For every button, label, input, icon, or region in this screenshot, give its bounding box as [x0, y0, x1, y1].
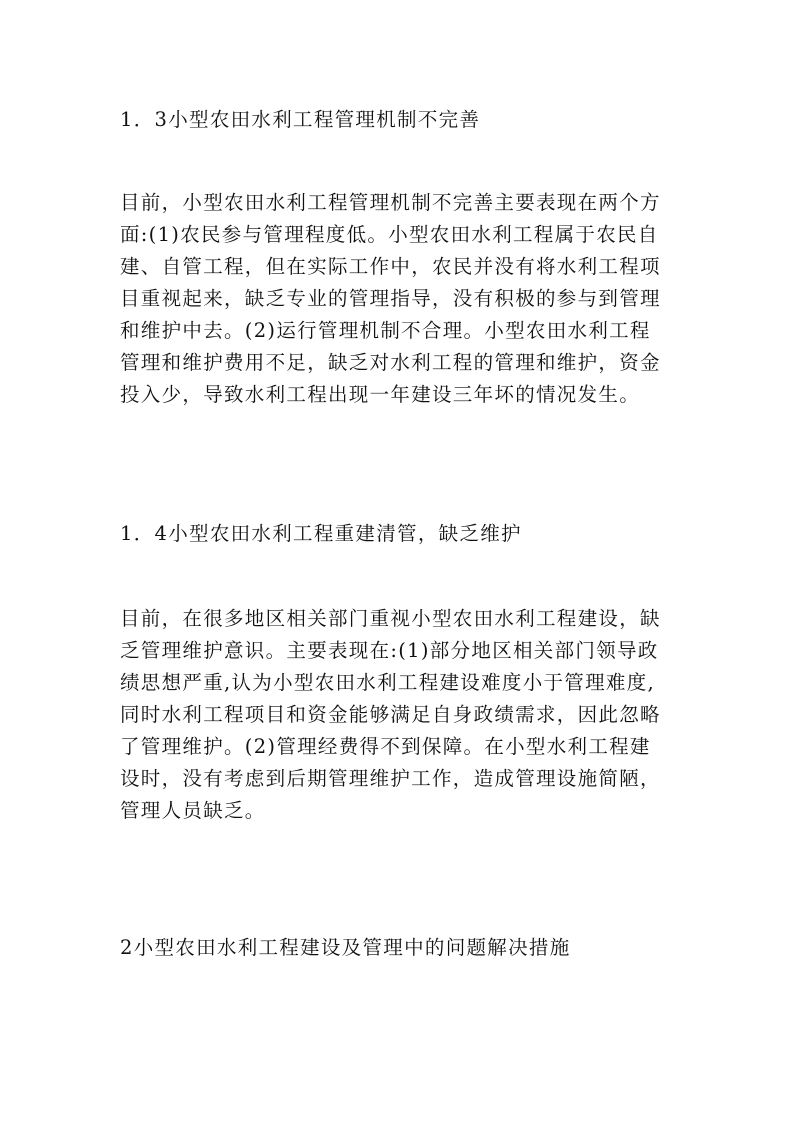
heading-text: 1．4小型农田水利工程重建清管，缺乏维护: [120, 522, 522, 545]
section-heading-1-3: [120, 104, 480, 136]
paragraph-line: 绩思想严重,认为小型农田水利工程建设难度小于管理难度,: [120, 671, 655, 694]
paragraph-1-3: [120, 187, 661, 411]
paragraph-line: 投入少，导致水利工程出现一年建设三年坏的情况发生。: [120, 383, 641, 406]
paragraph-line: 同时水利工程项目和资金能够满足自身政绩需求，因此忽略: [120, 703, 661, 726]
paragraph-line: 目前，在很多地区相关部门重视小型农田水利工程建设，缺: [120, 607, 661, 630]
paragraph-line: 了管理维护。(2)管理经费得不到保障。在小型水利工程建: [120, 735, 651, 758]
paragraph-line: 管理人员缺乏。: [120, 799, 266, 822]
paragraph-line: 设时，没有考虑到后期管理维护工作，造成管理设施简陋，: [120, 767, 661, 790]
paragraph-line: 和维护中去。(2)运行管理机制不合理。小型农田水利工程: [120, 319, 651, 342]
paragraph-line: 目前，小型农田水利工程管理机制不完善主要表现在两个方: [120, 191, 661, 214]
section-heading-1-4: [120, 518, 522, 550]
paragraph-line: 管理和维护费用不足，缺乏对水利工程的管理和维护，资金: [120, 351, 661, 374]
paragraph-line: 面:(1)农民参与管理程度低。小型农田水利工程属于农民自: [120, 223, 659, 246]
paragraph-line: 目重视起来，缺乏专业的管理指导，没有积极的参与到管理: [120, 287, 661, 310]
heading-text: 2小型农田水利工程建设及管理中的问题解决措施: [120, 936, 571, 959]
paragraph-1-4: [120, 603, 661, 827]
heading-text: 1．3小型农田水利工程管理机制不完善: [120, 108, 481, 131]
paragraph-line: 乏管理维护意识。主要表现在:(1)部分地区相关部门领导政: [120, 639, 659, 662]
section-heading-2: [120, 932, 571, 964]
paragraph-line: 建、自管工程，但在实际工作中，农民并没有将水利工程项: [120, 255, 661, 278]
